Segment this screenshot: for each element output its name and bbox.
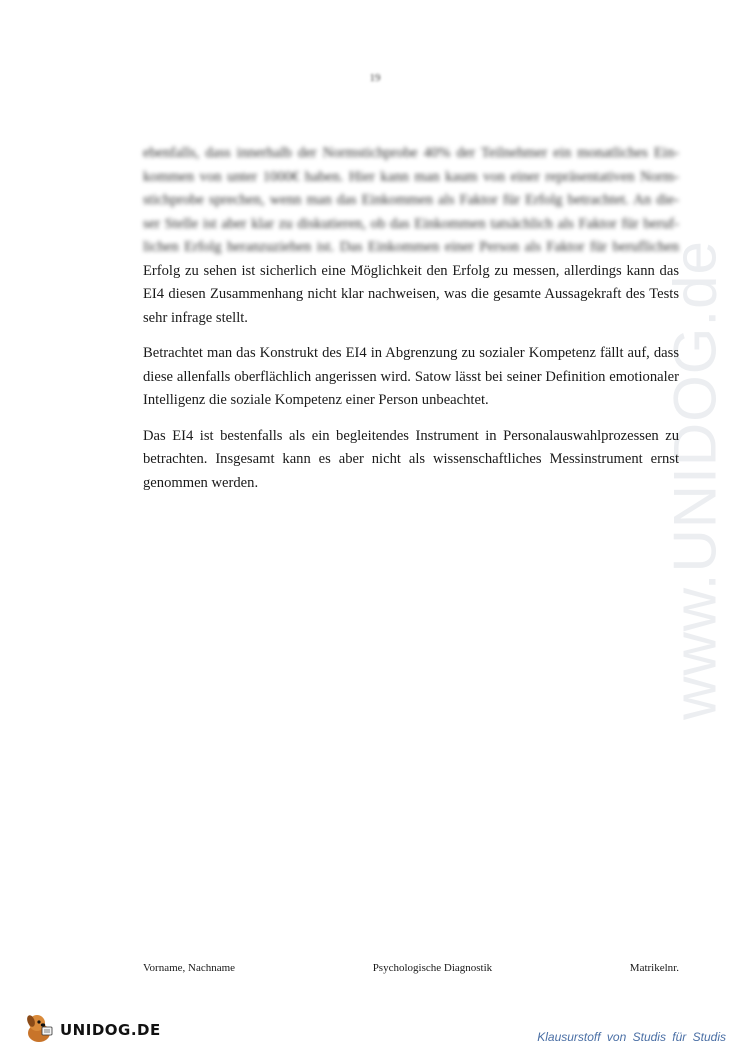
paragraph-1-continued: Erfolg zu sehen ist sicherlich eine Möglichkeit den Erfolg zu messen, allerdings kann das EI4 diesen Zusammenhang nicht klar nachweisen, was die gesamte Aussagekraft des Tests sehr infrage stellt.: [143, 262, 679, 326]
paragraph-2: Betrachtet man das Konstrukt des EI4 in Abgrenzung zu sozialer Kompetenz fällt auf, dass diese allenfalls oberflächlich angerissen wird. Satow lässt bei seiner Definition emotionaler Intelligenz die soziale Kompetenz einer Person unbeachtet.: [143, 345, 679, 408]
paragraph-3: Das EI4 ist bestenfalls als ein begleitendes Instrument in Personalauswahlprozessen zu betrachten. Insgesamt kann es aber nicht als wissenschaftliches Messinstrument ernst genommen werden.: [143, 427, 679, 491]
blurred-text-line: stichprobe sprechen, wenn man das Einkommen als Faktor für Erfolg betrachtet. An die-: [143, 192, 679, 208]
tagline: Klausurstoff von Studis für Studis: [537, 1030, 726, 1044]
page-footer: [143, 962, 679, 974]
document-body: [143, 142, 679, 507]
blurred-text-line: lichen Erfolg heranzuziehen ist. Das Einkommen einer Person als Faktor für beruflichen: [143, 239, 679, 255]
page-number: 19: [369, 72, 381, 84]
blurred-text-line: ebenfalls, dass innerhalb der Normstichprobe 40% der Teilnehmer ein monatliches Ein-: [143, 145, 679, 161]
footer-name: Vorname, Nachname: [143, 962, 236, 974]
logo-text: UNIDOG.DE: [60, 1021, 161, 1039]
footer-course: Psychologische Diagnostik: [372, 962, 493, 974]
watermark-text: www.UNIDOG.de: [661, 240, 729, 720]
blurred-text-line: ser Stelle ist aber klar zu diskutieren, ob das Einkommen tatsächlich als Faktor für beruf-: [143, 215, 679, 232]
paragraph-1: [143, 142, 679, 260]
footer-matrikel: Matrikelnr.: [629, 962, 679, 974]
blurred-text-line: kommen von unter 1000€ haben. Hier kann man kaum von einer repräsentativen Norm-: [143, 168, 679, 185]
unidog-logo[interactable]: [22, 1010, 161, 1050]
dog-mascot-icon: [22, 1011, 56, 1050]
